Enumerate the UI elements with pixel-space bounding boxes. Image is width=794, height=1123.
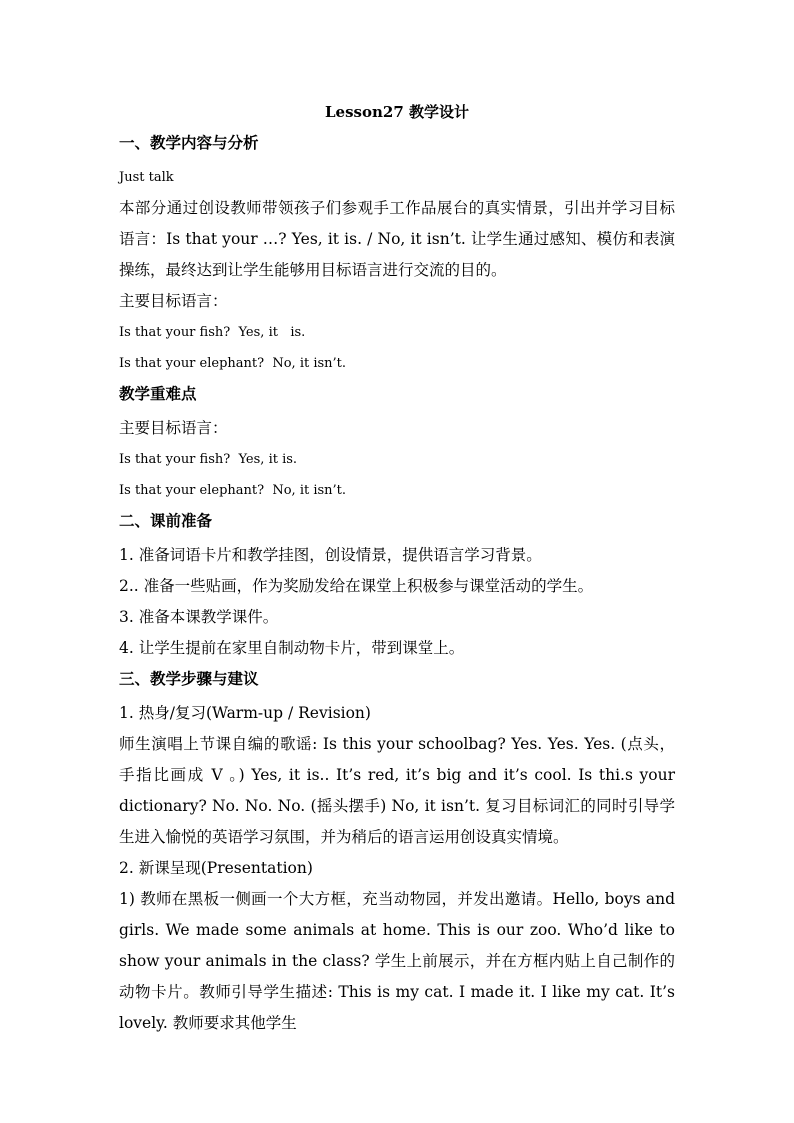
content-analysis-paragraph: 本部分通过创设教师带领孩子们参观手工作品展台的真实情景，引出并学习目标语言：Is that your …? Yes, it is. / No, it isn’t. 让学生通过感知、模仿和表演操练，最终达到让学生能够用目标语言进行交流的目的。: [119, 199, 675, 279]
step-1-paragraph: 师生演唱上节课自编的歌谣: Is this your schoolbag? Yes. Yes. Yes. (点头，手指比画成 V 。) Yes, it is.. It’s red, it’s big and it’s cool. Is thi.s your dictionary? No. No. No. (摇头摆手) No, it isn’t. 复习目标词汇的同时引导学生进入愉悦的英语学习氛围，并为稍后的语言运用创设真实情境。: [119, 735, 675, 846]
step-2-title: 2. 新课呈现(Presentation): [119, 859, 313, 877]
key-points-line-2: Is that your elephant? No, it isn’t.: [119, 483, 347, 498]
section-heading-content-analysis: 一、教学内容与分析: [119, 133, 259, 152]
section-heading-preparation: 二、课前准备: [119, 511, 213, 530]
target-language-line-1: Is that your fish? Yes, it is.: [119, 325, 306, 340]
key-points-target-label: 主要目标语言：: [119, 419, 228, 437]
preparation-item-3: 3. 准备本课教学课件。: [119, 608, 279, 626]
target-language-line-2: Is that your elephant? No, it isn’t.: [119, 356, 347, 371]
section-heading-teaching-steps: 三、教学步骤与建议: [119, 669, 259, 688]
subtitle-just-talk: Just talk: [119, 170, 174, 185]
step-1-title: 1. 热身/复习(Warm-up / Revision): [119, 704, 371, 722]
document-title: Lesson27 教学设计: [325, 103, 469, 121]
preparation-item-2: 2.. 准备一些贴画，作为奖励发给在课堂上积极参与课堂活动的学生。: [119, 577, 594, 595]
key-points-line-1: Is that your fish? Yes, it is.: [119, 452, 298, 467]
document-body: [119, 100, 675, 1039]
preparation-item-4: 4. 让学生提前在家里自制动物卡片，带到课堂上。: [119, 639, 465, 657]
target-language-label: 主要目标语言：: [119, 292, 228, 310]
step-2-paragraph: 1) 教师在黑板一侧画一个大方框，充当动物园，并发出邀请。Hello, boys and girls. We made some animals at home. This is our zoo. Who’d like to show your animals in the class? 学生上前展示，并在方框内贴上自己制作的动物卡片。教师引导学生描述: This is my cat. I made it. I like my cat. It’s lovely. 教师要求其他学生: [119, 890, 675, 1032]
section-heading-key-points: 教学重难点: [119, 384, 197, 403]
preparation-item-1: 1. 准备词语卡片和教学挂图，创设情景，提供语言学习背景。: [119, 546, 542, 564]
